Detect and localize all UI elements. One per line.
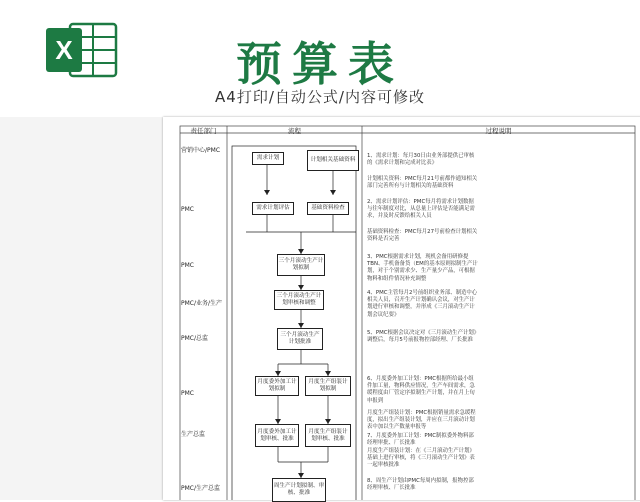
flow-node-demand-assess: 需求计划评估: [252, 202, 294, 215]
description-cell: 3、PMC根据需求计划，现机会备用研修提TBN、手机备备货（EM的基本原则拟制生产计划，对于个别需求少、生产量少产品，可根据物料和组件情况补充调整: [367, 254, 478, 282]
flow-node-outsourcing-draft: 月度委外加工计划拟制: [255, 376, 299, 396]
flow-node-data-check: 基础资料检查: [307, 202, 349, 215]
column-header-flow: 流程: [288, 127, 301, 135]
description-cell: 基础资料检查：PMC每月27号前检查计划相关资料是否完善: [367, 229, 478, 243]
description-cell: 计划相关资料：PMC每月21号前都作通知相关部门完善所有与计划相关的基础资料: [367, 176, 478, 190]
description-cell: 6、月度委外加工计划：PMC根据所给最小组件加工量，物料供应情况，生产车间需求，急缓程度由厂管定序拟制生产计划，并在月上旬申报到: [367, 376, 475, 404]
department-cell: PMC: [181, 206, 194, 213]
page-subtitle: A4打印/自动公式/内容可修改: [215, 88, 425, 106]
description-cell: 5、PMC根据会议决定对《三月滚动生产计划》调整后，每月5号前报物控部经理、厂长批准: [367, 330, 477, 344]
flow-node-outsourcing-approve: 月度委外加工计划审核、批准: [255, 424, 299, 447]
description-cell: 月度生产组装计划：在《三月滚动生产计划》基础上进行审核，将《三月滚动生产计划》表一起审核批准: [367, 448, 475, 469]
column-header-department: 责任部门: [190, 127, 217, 135]
svg-text:X: X: [55, 35, 73, 65]
flow-node-demand-plan: 需求计划: [252, 152, 284, 165]
department-cell: PMC/总监: [181, 335, 209, 342]
flow-node-3month-approve: 三个月滚动生产计划批准: [277, 328, 323, 350]
page-title: 预算表: [236, 37, 404, 91]
department-cell: 营销中心/PMC: [181, 147, 221, 154]
description-cell: 2、需求计划评估：PMC每月将需求计划数据与往年制度对比，从总量上评估是否能满足需求，并及时反馈给相关人员: [367, 199, 475, 220]
department-cell: 生产总监: [181, 431, 206, 438]
column-header-description: 过程说明: [485, 127, 512, 135]
department-cell: PMC/业务/生产: [181, 300, 223, 307]
description-cell: 1、需求计划：每月30日由业务部提供已审核的《需求计划和完成对比表》: [367, 153, 475, 167]
description-cell: 7、月度委外加工计划：PMC制拟委外物料部经理审批、厂长批准: [367, 433, 474, 447]
flow-node-3month-review: 三个月滚动生产计划审核和调整: [274, 290, 324, 310]
department-cell: PMC: [181, 390, 194, 397]
flow-node-assembly-approve: 月度生产组装计划审核、批准: [305, 424, 351, 447]
flow-node-assembly-draft: 月度生产组装计划拟制: [305, 376, 351, 396]
flow-node-weekly-plan: 周生产计划拟制、审核、批准: [272, 478, 326, 502]
description-cell: 月度生产组装计划：PMC根据销量需求急缓程度，拟出生产组装计划，并应在三月滚动计划表中加以生产数量申报等: [367, 410, 476, 431]
department-cell: PMC: [181, 262, 194, 269]
flow-node-basic-data: 计划相关基础资料: [307, 150, 359, 171]
description-cell: 8、周生产计划由PMC每周内拟制，报物控部经理审核、厂长批准: [367, 478, 474, 492]
department-cell: PMC/生产总监: [181, 485, 221, 492]
description-cell: 4、PMC主管每月2号前组织业务部、制造中心相关人员，召开生产计划确认会议，对生产计划进行审核和调整，并形成《三月滚动生产计划会议纪要》: [367, 290, 478, 318]
flow-node-3month-draft: 三个月滚动生产计划拟制: [277, 254, 325, 276]
